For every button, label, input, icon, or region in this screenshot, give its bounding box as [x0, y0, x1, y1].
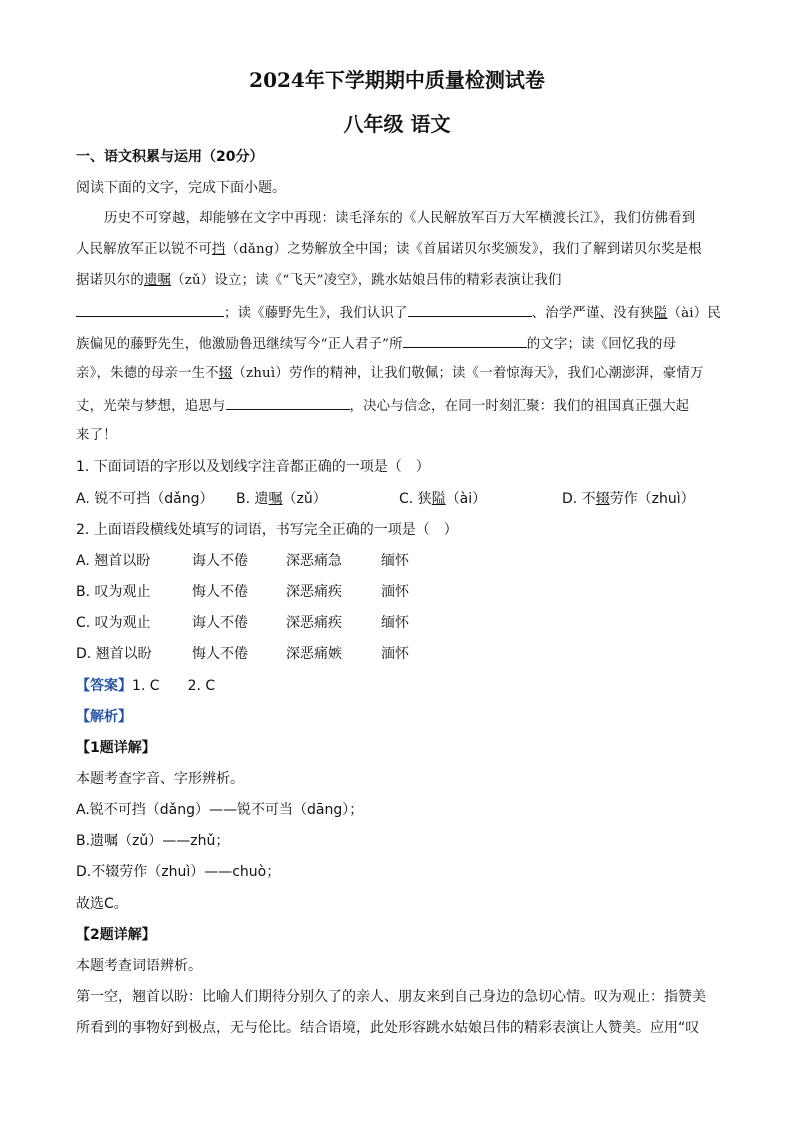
underlined-char: 辍	[595, 491, 610, 507]
passage-text: 据诺贝尔的	[76, 273, 144, 288]
answer-value: 1. C 2. C	[132, 678, 216, 694]
underlined-char: 遗嘱	[143, 273, 172, 288]
exam-subtitle: 八年级 语文	[343, 112, 451, 136]
option-cell: 诲人不倦	[192, 553, 248, 569]
passage-line-1: 历史不可穿越，却能够在文字中再现：读毛泽东的《人民解放军百万大军横渡长江》，我们仿佛看到	[104, 211, 696, 226]
option-cell: 深恶痛疾	[286, 615, 342, 631]
answer-line	[76, 676, 215, 696]
detail-2-line-1: 第一空，翘首以盼：比喻人们期待分别久了的亲人、朋友来到自己身边的急切心情。叹为观止：指赞美	[76, 989, 706, 1005]
fill-blank-2	[408, 302, 532, 317]
fill-blank-3	[403, 333, 527, 348]
passage-text: （dǎng）之势解放全中国；读《首届诺贝尔奖颁发》，我们了解到诺贝尔奖是根	[225, 242, 702, 257]
detail-2-intro: 本题考查词语辨析。	[76, 958, 202, 974]
question-1-stem: 1. 下面词语的字形以及划线字注音都正确的一项是（ ）	[76, 459, 430, 475]
passage-text: 人民解放军正以锐不可	[76, 242, 212, 257]
fill-blank-4	[226, 395, 350, 410]
passage-text: 的文字；读《回忆我的母	[526, 337, 677, 352]
passage-text: 族偏见的藤野先生，他激励鲁迅继续写今“正人君子”所	[76, 337, 403, 352]
passage-line-8: 来了！	[76, 428, 117, 443]
passage-line-7	[76, 395, 689, 417]
option-text: （ài）	[445, 491, 487, 507]
detail-1-label: 【1题详解】	[76, 740, 156, 756]
passage-text: （zǔ）设立；读《“飞天”凌空》，跳水姑娘吕伟的精彩表演让我们	[171, 273, 562, 288]
q1-option-d	[562, 489, 695, 509]
option-cell: D. 翘首以盼	[76, 646, 152, 662]
underlined-char: 隘	[653, 306, 668, 321]
option-cell: C. 叹为观止	[76, 615, 151, 631]
passage-text: 、治学严谨、没有狭	[531, 306, 654, 321]
option-cell: 湎怀	[381, 646, 409, 662]
passage-text: ，决心与信念，在同一时刻汇聚：我们的祖国真正强大起	[349, 399, 690, 414]
question-2-stem: 2. 上面语段横线处填写的词语，书写完全正确的一项是（ ）	[76, 522, 458, 538]
underlined-char: 辍	[218, 366, 233, 381]
option-cell: 湎怀	[381, 584, 409, 600]
passage-line-4	[76, 302, 721, 324]
option-cell: 深恶痛嫉	[286, 646, 342, 662]
q1-option-c	[399, 489, 486, 509]
section-heading: 一、语文积累与运用（20分）	[76, 149, 264, 165]
answer-label: 【答案】	[76, 678, 132, 694]
option-cell: 缅怀	[381, 553, 409, 569]
option-text: C. 狭	[399, 491, 432, 507]
option-cell: 诲人不倦	[192, 615, 248, 631]
option-cell: B. 叹为观止	[76, 584, 151, 600]
q1-option-a: A. 锐不可挡（dǎng）	[76, 491, 214, 507]
q1-option-b	[236, 489, 327, 509]
option-cell: 悔人不倦	[192, 584, 248, 600]
passage-text: 丈，光荣与梦想，追思与	[76, 399, 226, 414]
underlined-char: 嘱	[268, 491, 283, 507]
underlined-char: 挡	[211, 242, 226, 257]
detail-1-d: D.不辍劳作（zhuì）——chuò；	[76, 864, 281, 880]
detail-1-conclusion: 故选C。	[76, 896, 128, 912]
passage-line-6	[76, 364, 704, 384]
detail-1-intro: 本题考查字音、字形辨析。	[76, 771, 244, 787]
fill-blank-1	[76, 302, 224, 317]
option-cell: 缅怀	[381, 615, 409, 631]
option-cell: 深恶痛急	[286, 553, 342, 569]
detail-1-a: A.锐不可挡（dǎng）——锐不可当（dāng）；	[76, 802, 364, 818]
option-cell: 深恶痛疾	[286, 584, 342, 600]
analysis-label: 【解析】	[76, 709, 132, 725]
option-cell: 悔人不倦	[192, 646, 248, 662]
option-text: D. 不	[562, 491, 596, 507]
option-text: （zǔ）	[282, 491, 327, 507]
detail-1-b: B.遗嘱（zǔ）——zhǔ；	[76, 833, 230, 849]
passage-line-5	[76, 333, 676, 355]
detail-2-label: 【2题详解】	[76, 927, 156, 943]
option-text: 劳作（zhuì）	[609, 491, 695, 507]
passage-text: （ài）民	[667, 306, 721, 321]
option-text: B. 遗	[236, 491, 269, 507]
detail-2-line-2: 所看到的事物好到极点，无与伦比。结合语境，此处形容跳水姑娘吕伟的精彩表演让人赞美。应用“叹	[76, 1020, 700, 1036]
underlined-char: 隘	[431, 491, 446, 507]
instruction-text: 阅读下面的文字，完成下面小题。	[76, 180, 286, 196]
passage-text: （zhuì）劳作的精神，让我们敬佩；读《一着惊海天》，我们心潮澎湃，豪情万	[232, 366, 704, 381]
option-cell: A. 翘首以盼	[76, 553, 151, 569]
passage-line-2	[76, 240, 702, 260]
exam-title: 2024年下学期期中质量检测试卷	[249, 68, 545, 92]
passage-text: ；读《藤野先生》，我们认识了	[224, 306, 408, 321]
passage-text: 亲》，朱德的母亲一生不	[76, 366, 219, 381]
passage-line-3	[76, 271, 562, 291]
